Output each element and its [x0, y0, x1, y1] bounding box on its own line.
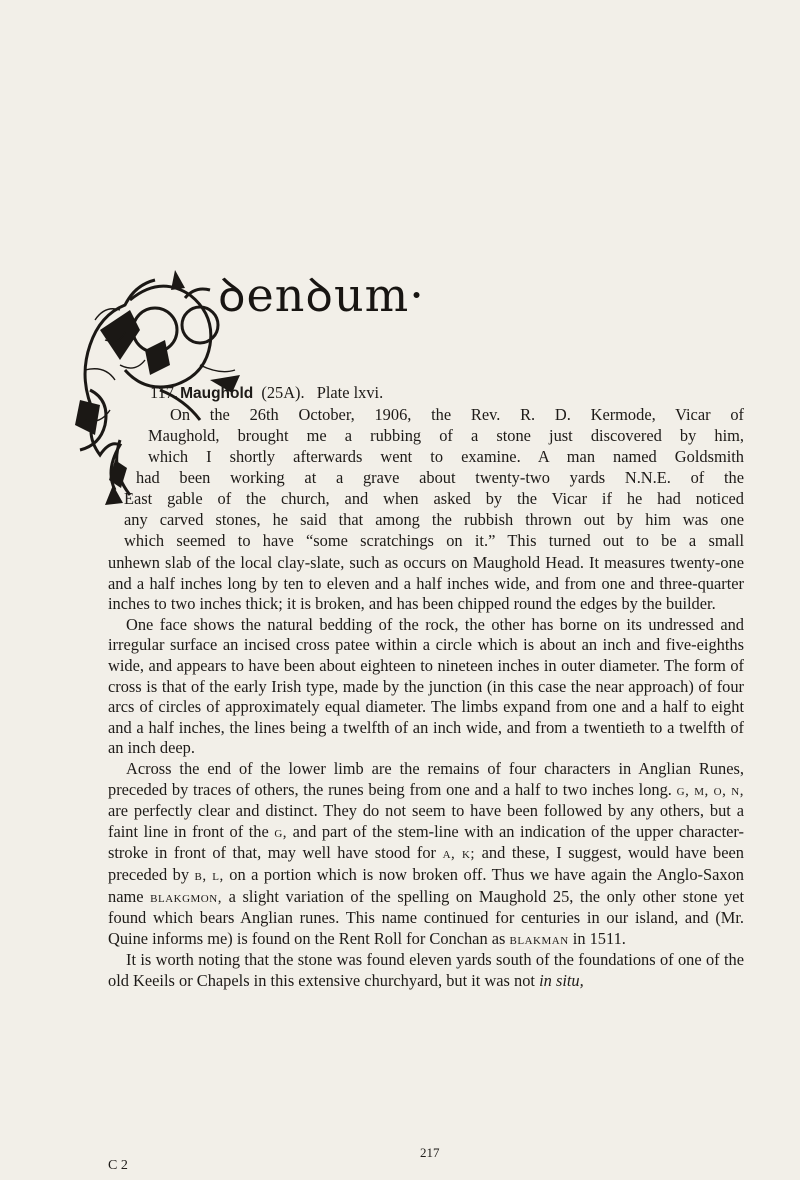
entry-plate: Plate lxvi. [316, 383, 384, 402]
runes: a, k; [442, 846, 476, 863]
runes: g, m, o, n, [676, 782, 744, 799]
entry-place: Maughold [180, 385, 254, 402]
paragraph: unhewn slab of the local clay-slate, such as occurs on Maughold Head. It measures twenty-one and a half inches long by ten to eleven and a half inches wide, and from one and three-quarter inches to two inches thick; it is broken, and has been chipped round the edges by the builder. [108, 553, 744, 614]
paragraph: One face shows the natural bedding of the rock, the other has borne on its undressed and irregular surface an incised cross patee within a circle which is about an inch and five-eighths wide, and appears to have been about eighteen to nineteen inches in outer diameter. The form of cross is that of the early Irish type, made by the junction (in this case the near approach) of four arcs of circles of approximately equal diameter. The limbs expand from one and a half to eight and a half inches, the lines being a twelfth of an inch wide, and from a twentieth to a twelfth of an inch deep. [108, 614, 744, 758]
text-line: which seemed to have “some scratchings on it.” This turned out to be a small [124, 531, 744, 550]
text-line: any carved stones, he said that among the rubbish thrown out by him was one [124, 510, 744, 529]
text-line: which I shortly afterwards went to examine. A man named Goldsmith [148, 447, 744, 466]
text-line: Maughold, brought me a rubbing of a stone just discovered by him, [148, 426, 744, 445]
page-number: 217 [420, 1145, 440, 1160]
addendum-heading: ꝺenꝺum· [218, 268, 425, 322]
entry-reference: (25A). [261, 383, 305, 402]
text-line: had been working at a grave about twenty-two yards N.N.E. of the [136, 468, 744, 487]
runes: b, l, [194, 867, 224, 884]
runes: g, [274, 824, 288, 841]
text-line: East gable of the church, and when asked by the Vicar if he had noticed [124, 489, 744, 508]
body-text [108, 553, 744, 991]
paragraph: Across the end of the lower limb are the remains of four characters in Anglian Runes, preceded by traces of others, the runes being from one and a half to two inches long. g, m, o, n, are perfectly clear and distinct. They do not seem to have been followed by any others, but a faint line in front of the g, and part of the stem-line with an indication of the upper character-stroke in front of that, may well have stood for a, k; and these, I suggest, would have been preceded by b, l, on a portion which is now broken off. Thus we have again the Anglo-Saxon name blakgmon, a slight variation of the spelling on Maughold 25, the only other stone yet found which bears Anglian runes. This name continued for centuries in our island, and (Mr. Quine informs me) is found on the Rent Roll for Conchan as blakman in 1511. [108, 758, 745, 948]
paragraph: It is worth noting that the stone was found eleven yards south of the foundations of one of the old Keeils or Chapels in this extensive churchyard, but it was not in situ, [108, 950, 744, 990]
entry-header [150, 383, 383, 404]
rune-name: blakman [509, 931, 569, 948]
text-line: On the 26th October, 1906, the Rev. R. D. Kermode, Vicar of [170, 405, 744, 424]
rune-name: blakgmon, [150, 889, 222, 906]
signature-mark: C 2 [108, 1158, 128, 1173]
entry-number: 117. [150, 383, 179, 402]
